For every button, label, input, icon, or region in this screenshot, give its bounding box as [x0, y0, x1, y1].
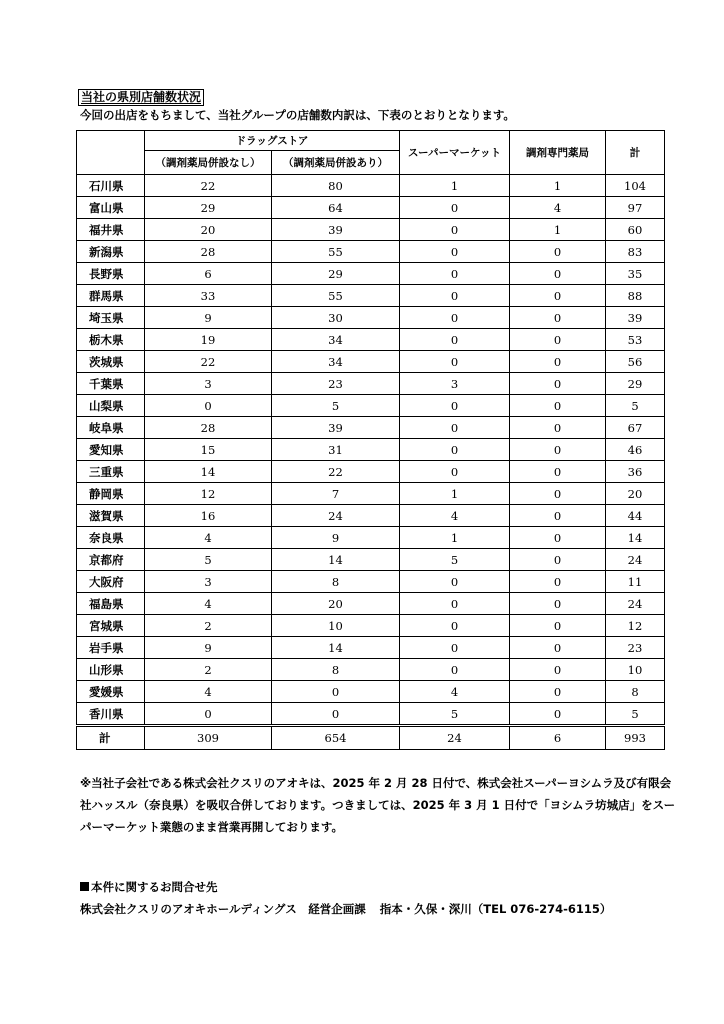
- cell-total: 20: [606, 483, 665, 505]
- cell-total: 24: [606, 549, 665, 571]
- cell-drugstore-with-pharmacy: 8: [272, 571, 400, 593]
- total-row: [77, 726, 665, 750]
- prefecture-name: 岐阜県: [77, 417, 145, 439]
- contact-heading-text: 本件に関するお問合せ先: [91, 880, 218, 894]
- cell-dispensing-pharmacy: 4: [510, 197, 606, 219]
- cell-dispensing-pharmacy: 0: [510, 241, 606, 263]
- prefecture-name: 長野県: [77, 263, 145, 285]
- header-total: 計: [606, 131, 665, 175]
- prefecture-name: 岩手県: [77, 637, 145, 659]
- cell-drugstore-no-pharmacy: 6: [145, 263, 272, 285]
- cell-drugstore-no-pharmacy: 20: [145, 219, 272, 241]
- table-row: [77, 571, 665, 593]
- contact-people: 指本・久保・深川（TEL 076-274-6115）: [379, 902, 612, 916]
- cell-drugstore-no-pharmacy: 2: [145, 659, 272, 681]
- cell-drugstore-no-pharmacy: 15: [145, 439, 272, 461]
- table-row: [77, 329, 665, 351]
- cell-drugstore-no-pharmacy: 9: [145, 307, 272, 329]
- table-row: [77, 527, 665, 549]
- cell-total: 67: [606, 417, 665, 439]
- cell-supermarket: 0: [400, 263, 510, 285]
- cell-total: 60: [606, 219, 665, 241]
- cell-drugstore-with-pharmacy: 23: [272, 373, 400, 395]
- cell-dispensing-pharmacy: 0: [510, 373, 606, 395]
- table-row: [77, 461, 665, 483]
- total-drugstore-no-pharmacy: 309: [145, 726, 272, 750]
- cell-drugstore-no-pharmacy: 9: [145, 637, 272, 659]
- cell-drugstore-with-pharmacy: 80: [272, 175, 400, 197]
- cell-drugstore-with-pharmacy: 0: [272, 681, 400, 703]
- cell-total: 44: [606, 505, 665, 527]
- cell-drugstore-no-pharmacy: 29: [145, 197, 272, 219]
- cell-dispensing-pharmacy: 1: [510, 219, 606, 241]
- table-row: [77, 483, 665, 505]
- total-total: 993: [606, 726, 665, 750]
- cell-drugstore-with-pharmacy: 30: [272, 307, 400, 329]
- cell-drugstore-no-pharmacy: 33: [145, 285, 272, 307]
- cell-supermarket: 0: [400, 219, 510, 241]
- cell-supermarket: 5: [400, 703, 510, 726]
- prefecture-name: 山形県: [77, 659, 145, 681]
- cell-drugstore-with-pharmacy: 9: [272, 527, 400, 549]
- cell-drugstore-with-pharmacy: 55: [272, 285, 400, 307]
- table-row: [77, 703, 665, 726]
- prefecture-name: 石川県: [77, 175, 145, 197]
- table-row: [77, 505, 665, 527]
- intro-text: 今回の出店をもちまして、当社グループの店舗数内訳は、下表のとおりとなります。: [80, 108, 515, 122]
- contact-info: [80, 902, 625, 917]
- prefecture-name: 愛媛県: [77, 681, 145, 703]
- cell-dispensing-pharmacy: 0: [510, 263, 606, 285]
- cell-drugstore-no-pharmacy: 4: [145, 681, 272, 703]
- table-body: [77, 175, 665, 750]
- cell-supermarket: 1: [400, 175, 510, 197]
- cell-supermarket: 0: [400, 329, 510, 351]
- header-supermarket: スーパーマーケット: [400, 131, 510, 175]
- prefecture-name: 宮城県: [77, 615, 145, 637]
- prefecture-name: 茨城県: [77, 351, 145, 373]
- cell-supermarket: 0: [400, 307, 510, 329]
- cell-drugstore-with-pharmacy: 22: [272, 461, 400, 483]
- cell-drugstore-with-pharmacy: 34: [272, 329, 400, 351]
- table-row: [77, 615, 665, 637]
- cell-dispensing-pharmacy: 0: [510, 439, 606, 461]
- prefecture-name: 山梨県: [77, 395, 145, 417]
- cell-dispensing-pharmacy: 0: [510, 285, 606, 307]
- cell-drugstore-no-pharmacy: 22: [145, 351, 272, 373]
- table-row: [77, 263, 665, 285]
- table-row: [77, 307, 665, 329]
- cell-drugstore-no-pharmacy: 28: [145, 241, 272, 263]
- cell-dispensing-pharmacy: 0: [510, 483, 606, 505]
- cell-supermarket: 1: [400, 483, 510, 505]
- cell-supermarket: 0: [400, 615, 510, 637]
- cell-drugstore-with-pharmacy: 39: [272, 219, 400, 241]
- cell-total: 23: [606, 637, 665, 659]
- cell-drugstore-with-pharmacy: 20: [272, 593, 400, 615]
- total-supermarket: 24: [400, 726, 510, 750]
- table-row: [77, 197, 665, 219]
- cell-dispensing-pharmacy: 0: [510, 307, 606, 329]
- table-row: [77, 241, 665, 263]
- cell-supermarket: 4: [400, 505, 510, 527]
- table-row: [77, 549, 665, 571]
- cell-total: 36: [606, 461, 665, 483]
- cell-drugstore-no-pharmacy: 0: [145, 703, 272, 726]
- table-row: [77, 175, 665, 197]
- cell-total: 88: [606, 285, 665, 307]
- table-row: [77, 417, 665, 439]
- cell-dispensing-pharmacy: 1: [510, 175, 606, 197]
- table-row: [77, 373, 665, 395]
- cell-drugstore-with-pharmacy: 64: [272, 197, 400, 219]
- cell-drugstore-no-pharmacy: 0: [145, 395, 272, 417]
- cell-drugstore-no-pharmacy: 5: [145, 549, 272, 571]
- cell-dispensing-pharmacy: 0: [510, 549, 606, 571]
- cell-drugstore-with-pharmacy: 14: [272, 637, 400, 659]
- cell-drugstore-no-pharmacy: 3: [145, 373, 272, 395]
- cell-drugstore-with-pharmacy: 34: [272, 351, 400, 373]
- cell-drugstore-no-pharmacy: 12: [145, 483, 272, 505]
- cell-total: 12: [606, 615, 665, 637]
- cell-drugstore-no-pharmacy: 4: [145, 593, 272, 615]
- cell-dispensing-pharmacy: 0: [510, 527, 606, 549]
- cell-drugstore-no-pharmacy: 16: [145, 505, 272, 527]
- cell-drugstore-with-pharmacy: 7: [272, 483, 400, 505]
- cell-supermarket: 5: [400, 549, 510, 571]
- cell-total: 46: [606, 439, 665, 461]
- table-row: [77, 637, 665, 659]
- cell-total: 14: [606, 527, 665, 549]
- cell-supermarket: 0: [400, 461, 510, 483]
- cell-total: 97: [606, 197, 665, 219]
- table-row: [77, 395, 665, 417]
- cell-dispensing-pharmacy: 0: [510, 505, 606, 527]
- prefecture-name: 福島県: [77, 593, 145, 615]
- total-label: 計: [77, 726, 145, 750]
- cell-drugstore-with-pharmacy: 5: [272, 395, 400, 417]
- cell-drugstore-with-pharmacy: 29: [272, 263, 400, 285]
- cell-dispensing-pharmacy: 0: [510, 395, 606, 417]
- header-prefecture: [77, 131, 145, 175]
- cell-dispensing-pharmacy: 0: [510, 329, 606, 351]
- cell-dispensing-pharmacy: 0: [510, 703, 606, 726]
- cell-drugstore-with-pharmacy: 0: [272, 703, 400, 726]
- prefecture-name: 新潟県: [77, 241, 145, 263]
- cell-total: 10: [606, 659, 665, 681]
- cell-total: 5: [606, 395, 665, 417]
- table-row: [77, 285, 665, 307]
- prefecture-name: 福井県: [77, 219, 145, 241]
- contact-company: 株式会社クスリのアオキホールディングス 経営企画課: [80, 902, 366, 916]
- cell-drugstore-with-pharmacy: 55: [272, 241, 400, 263]
- cell-dispensing-pharmacy: 0: [510, 615, 606, 637]
- total-dispensing-pharmacy: 6: [510, 726, 606, 750]
- header-drugstore-with-pharmacy: （調剤薬局併設あり）: [272, 151, 400, 175]
- table-row: [77, 659, 665, 681]
- cell-total: 56: [606, 351, 665, 373]
- cell-drugstore-no-pharmacy: 19: [145, 329, 272, 351]
- cell-drugstore-no-pharmacy: 3: [145, 571, 272, 593]
- cell-total: 8: [606, 681, 665, 703]
- cell-supermarket: 0: [400, 351, 510, 373]
- cell-total: 35: [606, 263, 665, 285]
- square-bullet-icon: [80, 882, 89, 891]
- prefecture-name: 滋賀県: [77, 505, 145, 527]
- prefecture-name: 群馬県: [77, 285, 145, 307]
- cell-total: 24: [606, 593, 665, 615]
- cell-supermarket: 3: [400, 373, 510, 395]
- cell-dispensing-pharmacy: 0: [510, 571, 606, 593]
- cell-supermarket: 0: [400, 659, 510, 681]
- cell-drugstore-no-pharmacy: 14: [145, 461, 272, 483]
- prefecture-name: 京都府: [77, 549, 145, 571]
- cell-drugstore-with-pharmacy: 8: [272, 659, 400, 681]
- cell-drugstore-with-pharmacy: 14: [272, 549, 400, 571]
- cell-supermarket: 1: [400, 527, 510, 549]
- cell-dispensing-pharmacy: 0: [510, 417, 606, 439]
- prefecture-name: 静岡県: [77, 483, 145, 505]
- cell-drugstore-no-pharmacy: 28: [145, 417, 272, 439]
- cell-drugstore-no-pharmacy: 4: [145, 527, 272, 549]
- header-drugstore-no-pharmacy: （調剤薬局併設なし）: [145, 151, 272, 175]
- cell-dispensing-pharmacy: 0: [510, 681, 606, 703]
- total-drugstore-with-pharmacy: 654: [272, 726, 400, 750]
- cell-supermarket: 0: [400, 241, 510, 263]
- cell-dispensing-pharmacy: 0: [510, 461, 606, 483]
- cell-dispensing-pharmacy: 0: [510, 593, 606, 615]
- section-title: 当社の県別店舗数状況: [78, 89, 204, 106]
- cell-dispensing-pharmacy: 0: [510, 659, 606, 681]
- cell-dispensing-pharmacy: 0: [510, 637, 606, 659]
- merger-note: ※当社子会社である株式会社クスリのアオキは、2025 年 2 月 28 日付で、株式会社スーパーヨシムラ及び有限会社ハッスル（奈良県）を吸収合併しております。つきましては、2025 年 3 月 1 日付で「ヨシムラ坊城店」をスーパーマーケット業態のまま営業再開しております。: [80, 776, 676, 834]
- prefecture-name: 富山県: [77, 197, 145, 219]
- table-row: [77, 219, 665, 241]
- cell-supermarket: 0: [400, 395, 510, 417]
- table-row: [77, 593, 665, 615]
- cell-drugstore-with-pharmacy: 10: [272, 615, 400, 637]
- prefecture-name: 大阪府: [77, 571, 145, 593]
- prefecture-name: 栃木県: [77, 329, 145, 351]
- prefecture-name: 千葉県: [77, 373, 145, 395]
- cell-supermarket: 0: [400, 417, 510, 439]
- contact-heading: [80, 880, 218, 895]
- prefecture-name: 三重県: [77, 461, 145, 483]
- cell-supermarket: 0: [400, 439, 510, 461]
- header-drugstore: ドラッグストア: [145, 131, 400, 151]
- cell-total: 104: [606, 175, 665, 197]
- cell-drugstore-with-pharmacy: 31: [272, 439, 400, 461]
- cell-drugstore-with-pharmacy: 39: [272, 417, 400, 439]
- cell-total: 29: [606, 373, 665, 395]
- prefecture-name: 埼玉県: [77, 307, 145, 329]
- cell-total: 53: [606, 329, 665, 351]
- prefecture-name: 奈良県: [77, 527, 145, 549]
- prefecture-name: 香川県: [77, 703, 145, 726]
- prefecture-name: 愛知県: [77, 439, 145, 461]
- header-dispensing-pharmacy: 調剤専門薬局: [510, 131, 606, 175]
- table-row: [77, 351, 665, 373]
- cell-drugstore-no-pharmacy: 22: [145, 175, 272, 197]
- cell-drugstore-with-pharmacy: 24: [272, 505, 400, 527]
- store-count-table: [76, 130, 665, 750]
- cell-supermarket: 0: [400, 571, 510, 593]
- cell-total: 11: [606, 571, 665, 593]
- cell-drugstore-no-pharmacy: 2: [145, 615, 272, 637]
- cell-total: 83: [606, 241, 665, 263]
- cell-dispensing-pharmacy: 0: [510, 351, 606, 373]
- cell-total: 39: [606, 307, 665, 329]
- cell-supermarket: 4: [400, 681, 510, 703]
- cell-supermarket: 0: [400, 285, 510, 307]
- cell-total: 5: [606, 703, 665, 726]
- table-row: [77, 681, 665, 703]
- table-row: [77, 439, 665, 461]
- cell-supermarket: 0: [400, 593, 510, 615]
- cell-supermarket: 0: [400, 197, 510, 219]
- cell-supermarket: 0: [400, 637, 510, 659]
